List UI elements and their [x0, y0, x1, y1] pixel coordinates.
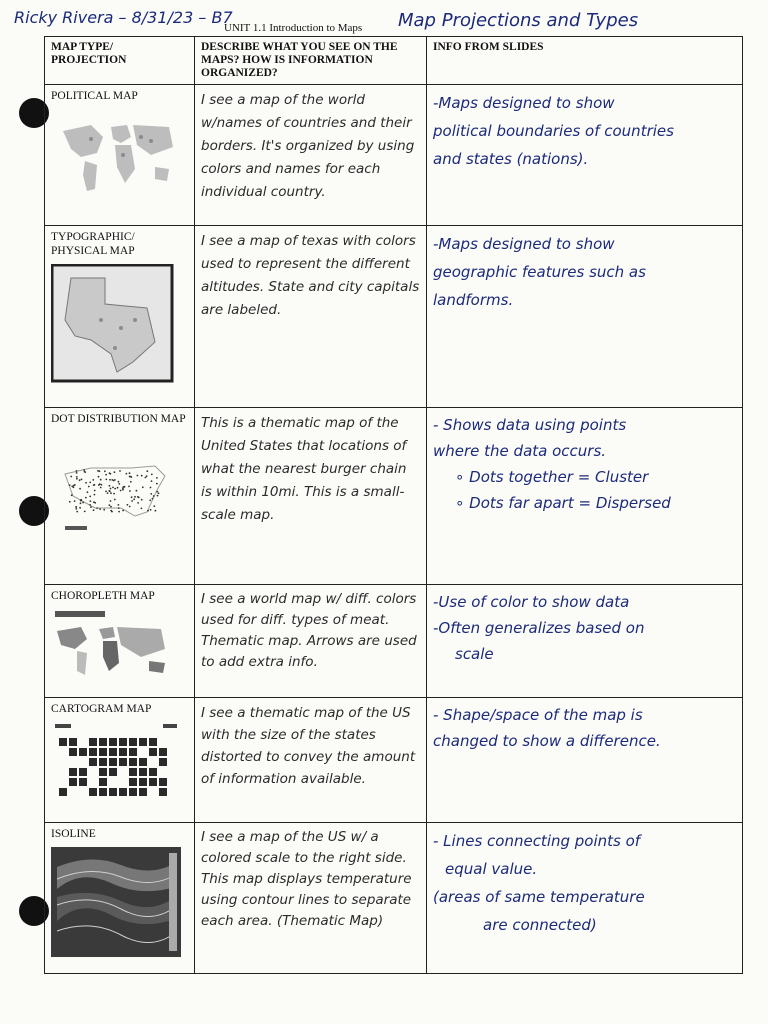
map-types-table [44, 36, 743, 974]
cartogram-block [149, 738, 157, 746]
dot-mark [118, 483, 120, 485]
dot-mark [117, 487, 119, 489]
dot-mark [109, 485, 111, 487]
isoline-map-thumbnail [51, 847, 181, 957]
dot-mark [76, 472, 78, 474]
table-header-row [45, 37, 743, 85]
dot-mark [110, 500, 112, 502]
map-type-label: CHOROPLETH MAP [51, 590, 155, 602]
description-cell [195, 408, 427, 585]
cartogram-block [129, 768, 137, 776]
dot-mark [128, 486, 130, 488]
info-line: equal value. [445, 860, 538, 878]
dot-mark [151, 474, 153, 476]
info-line: - Shows data using points [433, 416, 627, 434]
table-row [45, 698, 743, 823]
header-description: DESCRIBE WHAT YOU SEE ON THE MAPS? HOW IS INFORMATION ORGANIZED? [195, 37, 427, 85]
header-info: INFO FROM SLIDES [427, 37, 743, 85]
map-type-cell [45, 823, 195, 974]
dot-mark [129, 490, 131, 492]
cartogram-block [99, 788, 107, 796]
dot-mark [118, 507, 120, 509]
map-description: I see a map of texas with colors used to represent the different altitudes. State and city capitals are labeled. [201, 233, 420, 318]
dot-mark [89, 482, 91, 484]
dot-mark [123, 486, 125, 488]
info-line: landforms. [433, 291, 514, 309]
dot-mark [137, 496, 139, 498]
cartogram-block [79, 748, 87, 756]
info-line: -Maps designed to show [433, 94, 615, 112]
info-line: political boundaries of countries [433, 122, 674, 140]
cartogram-block [129, 738, 137, 746]
info-line: changed to show a difference. [433, 732, 661, 750]
cartogram-block [99, 758, 107, 766]
cartogram-block [109, 788, 117, 796]
description-cell [195, 85, 427, 226]
map-description: I see a world map w/ diff. colors used for diff. types of meat. Thematic map. Arrows are used to add extra info. [201, 591, 417, 670]
dot-mark [114, 471, 116, 473]
dot-mark [76, 511, 78, 513]
dot-mark [76, 470, 78, 472]
dot-mark [131, 496, 133, 498]
cartogram-block [149, 778, 157, 786]
dot-mark [111, 511, 113, 513]
description-cell [195, 585, 427, 698]
cartogram-block [99, 768, 107, 776]
dot-mark [150, 509, 152, 511]
dot-mark [71, 494, 73, 496]
dot-mark [158, 492, 160, 494]
dot-mark [155, 510, 157, 512]
dot-mark [94, 494, 96, 496]
dot-mark [105, 474, 107, 476]
dot-mark [99, 483, 101, 485]
dot-mark [153, 495, 155, 497]
dot-mark [84, 471, 86, 473]
dot-mark [79, 479, 81, 481]
info-line: (areas of same temperature [433, 888, 645, 906]
cartogram-block [159, 778, 167, 786]
dot-mark [141, 499, 143, 501]
dot-mark [80, 499, 82, 501]
map-type-cell [45, 85, 195, 226]
dot-mark [71, 485, 73, 487]
dot-mark [120, 490, 122, 492]
dot-mark [141, 475, 143, 477]
map-type-label: TYPOGRAPHIC/ PHYSICAL MAP [51, 231, 135, 257]
cartogram-block [89, 788, 97, 796]
dot-mark [142, 486, 144, 488]
cartogram-block [159, 748, 167, 756]
cartogram-block [139, 768, 147, 776]
info-line: scale [455, 645, 494, 663]
dot-mark [118, 504, 120, 506]
dot-mark [113, 493, 115, 495]
dot-mark [146, 475, 148, 477]
dot-mark [114, 488, 116, 490]
dot-mark [98, 476, 100, 478]
map-description: I see a map of the US w/ a colored scale to the right side. This map displays temperature using contour lines to separate each area. (Thematic Map) [201, 829, 412, 929]
info-cell [427, 823, 743, 974]
dot-mark [92, 479, 94, 481]
dot-mark [156, 477, 158, 479]
cartogram-block [119, 738, 127, 746]
dot-mark [136, 490, 138, 492]
info-line: and states (nations). [433, 150, 589, 168]
info-line: where the data occurs. [433, 442, 607, 460]
info-line: -Maps designed to show [433, 235, 615, 253]
cartogram-block [119, 788, 127, 796]
cartogram-block [69, 778, 77, 786]
dot-mark [112, 487, 114, 489]
cartogram-block [129, 778, 137, 786]
dot-mark [130, 481, 132, 483]
dot-mark [89, 504, 91, 506]
dot-mark [70, 476, 72, 478]
dot-mark [119, 470, 121, 472]
info-line: geographic features such as [433, 263, 646, 281]
dot-mark [109, 479, 111, 481]
dot-mark [90, 506, 92, 508]
cartogram-block [89, 748, 97, 756]
info-line: - Lines connecting points of [433, 832, 641, 850]
table-row [45, 226, 743, 408]
table-row [45, 823, 743, 974]
map-type-cell [45, 585, 195, 698]
dot-mark [152, 498, 154, 500]
cartogram-block [119, 758, 127, 766]
dot-mark [110, 506, 112, 508]
cartogram-block [59, 738, 67, 746]
map-type-cell [45, 226, 195, 408]
dot-mark [84, 511, 86, 513]
map-description: I see a thematic map of the US with the size of the states distorted to convey the amount of information available. [201, 705, 416, 787]
worksheet-title: Map Projections and Types [398, 10, 639, 31]
dot-mark [118, 511, 120, 513]
description-cell [195, 823, 427, 974]
dot-mark [153, 505, 155, 507]
dot-mark [109, 504, 111, 506]
cartogram-block [79, 778, 87, 786]
dot-mark [131, 500, 133, 502]
map-type-label: ISOLINE [51, 828, 96, 840]
cartogram-block [69, 768, 77, 776]
unit-title: UNIT 1.1 Introduction to Maps [224, 22, 363, 34]
dot-mark [100, 479, 102, 481]
dot-mark [90, 500, 92, 502]
dot-mark [122, 489, 124, 491]
dot-mark [107, 492, 109, 494]
dot-mark [79, 507, 81, 509]
cartogram-block [139, 788, 147, 796]
dot-mark [110, 488, 112, 490]
dot-mark [141, 508, 143, 510]
dot-mark [129, 506, 131, 508]
dot-mark [129, 472, 131, 474]
description-cell [195, 698, 427, 823]
cartogram-block [89, 738, 97, 746]
info-cell [427, 226, 743, 408]
dot-mark [76, 478, 78, 480]
info-line: ∘ Dots together = Cluster [455, 468, 649, 486]
dot-mark [94, 490, 96, 492]
dot-mark [105, 479, 107, 481]
dot-mark [129, 476, 131, 478]
dot-mark [147, 510, 149, 512]
dot-mark [74, 500, 76, 502]
info-cell [427, 85, 743, 226]
cartogram-block [139, 778, 147, 786]
dot-mark [82, 502, 84, 504]
info-cell [427, 698, 743, 823]
dot-mark [75, 508, 77, 510]
choropleth-map-thumbnail [51, 609, 181, 683]
dot-mark [109, 472, 111, 474]
map-type-label: POLITICAL MAP [51, 90, 138, 102]
dot-distribution-map-thumbnail [51, 432, 181, 544]
dot-mark [105, 491, 107, 493]
cartogram-block [99, 738, 107, 746]
dot-mark [89, 496, 91, 498]
dot-mark [110, 492, 112, 494]
info-cell [427, 585, 743, 698]
dot-mark [126, 473, 128, 475]
dot-mark [150, 493, 152, 495]
map-type-label: DOT DISTRIBUTION MAP [51, 413, 186, 425]
cartogram-block [69, 748, 77, 756]
dot-mark [99, 508, 101, 510]
dot-mark [118, 481, 120, 483]
dot-mark [108, 490, 110, 492]
info-line: -Often generalizes based on [433, 619, 645, 637]
cartogram-block [89, 758, 97, 766]
dot-mark [113, 480, 115, 482]
table-row [45, 585, 743, 698]
texas-physical-map-thumbnail [51, 264, 175, 384]
dot-mark [76, 476, 78, 478]
dot-mark [151, 480, 153, 482]
dot-mark [69, 484, 71, 486]
dot-mark [137, 502, 139, 504]
dot-mark [81, 479, 83, 481]
cartogram-map-thumbnail [51, 722, 181, 810]
dot-mark [69, 501, 71, 503]
map-type-cell [45, 698, 195, 823]
dot-mark [127, 504, 129, 506]
cartogram-block [149, 768, 157, 776]
table-row [45, 85, 743, 226]
dot-mark [101, 484, 103, 486]
cartogram-block [149, 748, 157, 756]
cartogram-block [159, 788, 167, 796]
cartogram-block [99, 748, 107, 756]
dot-mark [100, 487, 102, 489]
dot-mark [156, 491, 158, 493]
student-name-date-line: Ricky Rivera – 8/31/23 – B7 [14, 8, 233, 27]
dot-mark [157, 495, 159, 497]
dot-mark [80, 502, 82, 504]
info-line: ∘ Dots far apart = Dispersed [455, 494, 671, 512]
map-description: I see a map of the world w/names of countries and their borders. It's organized by using colors and names for each individual country. [201, 92, 415, 200]
dot-mark [122, 510, 124, 512]
dot-mark [83, 469, 85, 471]
cartogram-block [59, 788, 67, 796]
dot-mark [85, 497, 87, 499]
dot-mark [133, 498, 135, 500]
dot-mark [137, 475, 139, 477]
cartogram-block [129, 788, 137, 796]
info-line: -Use of color to show data [433, 593, 630, 611]
cartogram-block [109, 748, 117, 756]
dot-mark [79, 488, 81, 490]
cartogram-block [109, 758, 117, 766]
cartogram-block [139, 758, 147, 766]
cartogram-block [139, 738, 147, 746]
political-map-thumbnail [51, 109, 181, 199]
dot-mark [94, 484, 96, 486]
header-map-type: MAP TYPE/ PROJECTION [45, 37, 195, 85]
cartogram-block [159, 758, 167, 766]
cartogram-block [119, 748, 127, 756]
dot-mark [87, 491, 89, 493]
dot-mark [93, 501, 95, 503]
table-row [45, 408, 743, 585]
cartogram-block [109, 768, 117, 776]
dot-mark [99, 470, 101, 472]
dot-mark [93, 509, 95, 511]
cartogram-block [109, 738, 117, 746]
dot-mark [96, 507, 98, 509]
info-line: - Shape/space of the map is [433, 706, 643, 724]
map-description: This is a thematic map of the United States that locations of what the nearest burger chain is within 10mi. This is a small-scale map. [201, 415, 407, 523]
dot-mark [104, 470, 106, 472]
cartogram-block [79, 768, 87, 776]
cartogram-block [129, 758, 137, 766]
dot-mark [114, 499, 116, 501]
description-cell [195, 226, 427, 408]
map-type-label: CARTOGRAM MAP [51, 703, 152, 715]
map-type-cell [45, 408, 195, 585]
dot-mark [75, 506, 77, 508]
info-cell [427, 408, 743, 585]
cartogram-block [129, 748, 137, 756]
dot-mark [134, 496, 136, 498]
dot-mark [85, 482, 87, 484]
cartogram-block [99, 778, 107, 786]
dot-mark [149, 499, 151, 501]
dot-mark [150, 487, 152, 489]
dot-mark [130, 476, 132, 478]
dot-mark [145, 477, 147, 479]
dot-mark [88, 486, 90, 488]
dot-mark [103, 509, 105, 511]
cartogram-block [69, 738, 77, 746]
info-line: are connected) [483, 916, 597, 934]
dot-mark [156, 483, 158, 485]
dot-mark [146, 470, 148, 472]
dot-mark [73, 485, 75, 487]
